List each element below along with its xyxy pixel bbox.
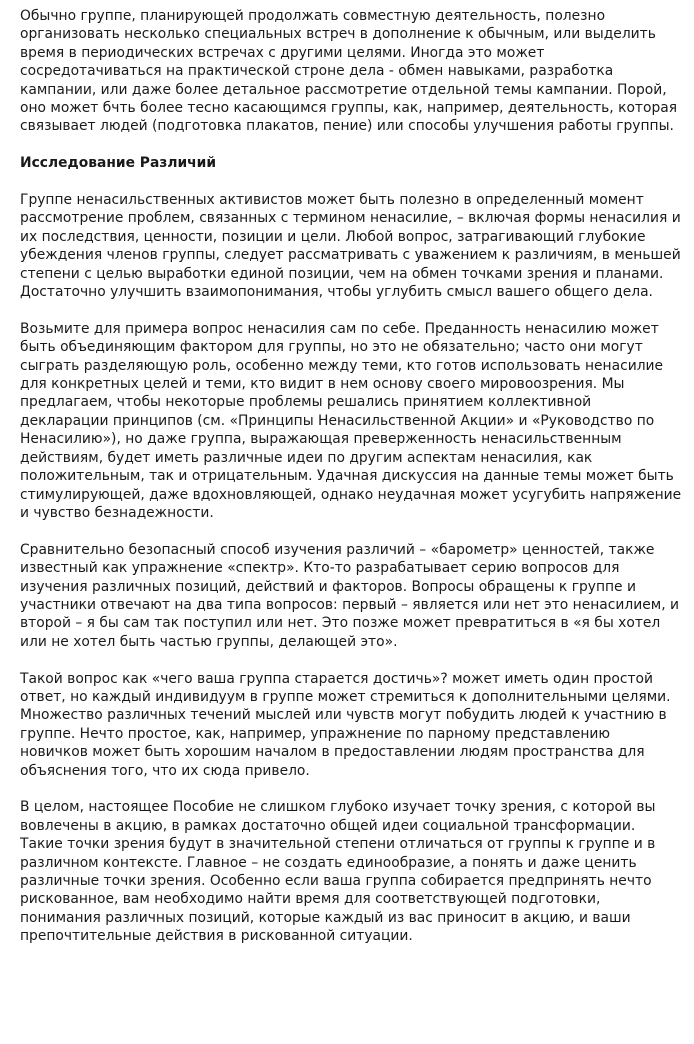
paragraph-5: В целом, настоящее Пособие не слишком глубоко изучает точку зрения, с которой вы вовлечены в акцию, в рамках достаточно общей идеи социальной трансформации. Такие точки зрения будут в значительной степени отличаться от группы к группе и в различном контексте. Главное – не создать единообразие, а понять и даже ценить различные точки зрения. Особенно если ваша группа собирается предпринять нечто рискованное, вам необходимо найти время для соответствующей подготовки, понимания различных позиций, которые каждый из вас приносит в акцию, и ваши препочтительные действия в рискованной ситуации. <box>20 799 656 945</box>
paragraph-2: Возьмите для примера вопрос ненасилия сам по себе. Преданность ненасилию может быть объединяющим фактором для группы, но это не обязательно; часто они могут сыграть разделяющую роль, особенно между теми, кто готов использовать ненасилие для конкретных целей и теми, кто видит в нем основу своего мировоозрения. Мы предлагаем, чтобы некоторые проблемы решались принятием коллективной декларации принципов (см. «Принципы Ненасильственной Акции» и «Руководство по Ненасилию»), но даже группа, выражающая преверженность ненасильственным действиям, будет иметь различные идеи по другим аспектам ненасилия, как положительным, так и отрицательным. Удачная дискуссия на данные темы может быть стимулирующей, даже вдохновляющей, однако неудачная может усугубить напряжение и чувство безнадежности. <box>20 320 682 521</box>
section-heading: Исследование Различий <box>20 155 217 172</box>
paragraph-4: Такой вопрос как «чего ваша группа старается достичь»? может иметь один простой ответ, но каждый индивидуум в группе может стремиться к дополнительными целями. Множество различных течений мыслей или чувств могут побудить людей к участнию в группе. Нечто простое, как, например, упражнение по парному представлению новичков может быть хорошим началом в предоставлении людям пространства для объяснения того, что их сюда привело. <box>20 670 671 779</box>
paragraph-3: Сравнительно безопасный способ изучения различий – «барометр» ценностей, также известный как упражнение «спектр». Кто-то разрабатывает серию вопросов для изучения различных позиций, действий и факторов. Вопросы обращены к группе и участники отвечают на два типа вопросов: первый – является или нет это ненасилием, и второй – я бы сам так поступил или нет. Это позже может превратиться в «я бы хотел или не хотел быть частью группы, делающей это». <box>20 541 679 650</box>
paragraph-1: Группе ненасильственных активистов может быть полезно в определенный момент рассмотрение проблем, связанных с термином ненасилие, – включая формы ненасилия и их последствия, ценности, позиции и цели. Любой вопрос, затрагивающий глубокие убеждения членов группы, следует рассматривать с уважением к различиям, в меньшей степени с целью выработки единой позиции, чем на обмен точками зрения и планами. Достаточно улучшить взаимопонимания, чтобы углубить смысл вашего общего дела. <box>20 192 681 301</box>
intro-paragraph: Обычно группе, планирующей продолжать совместную деятельность, полезно организовать несколько специальных встреч в дополнение к обычным, или выделить время в периодических встречах с другими целями. Иногда это может сосредотачиваться на практической строне дела - обмен навыками, разработка кампании, или даже более детальное рассмотретие отдельной темы кампании. Порой, оно может бчть более тесно касающимся группы, как, например, деятельность, которая связывает людей (подготовка плакатов, пение) или способы улучшения работы группы. <box>20 8 678 135</box>
